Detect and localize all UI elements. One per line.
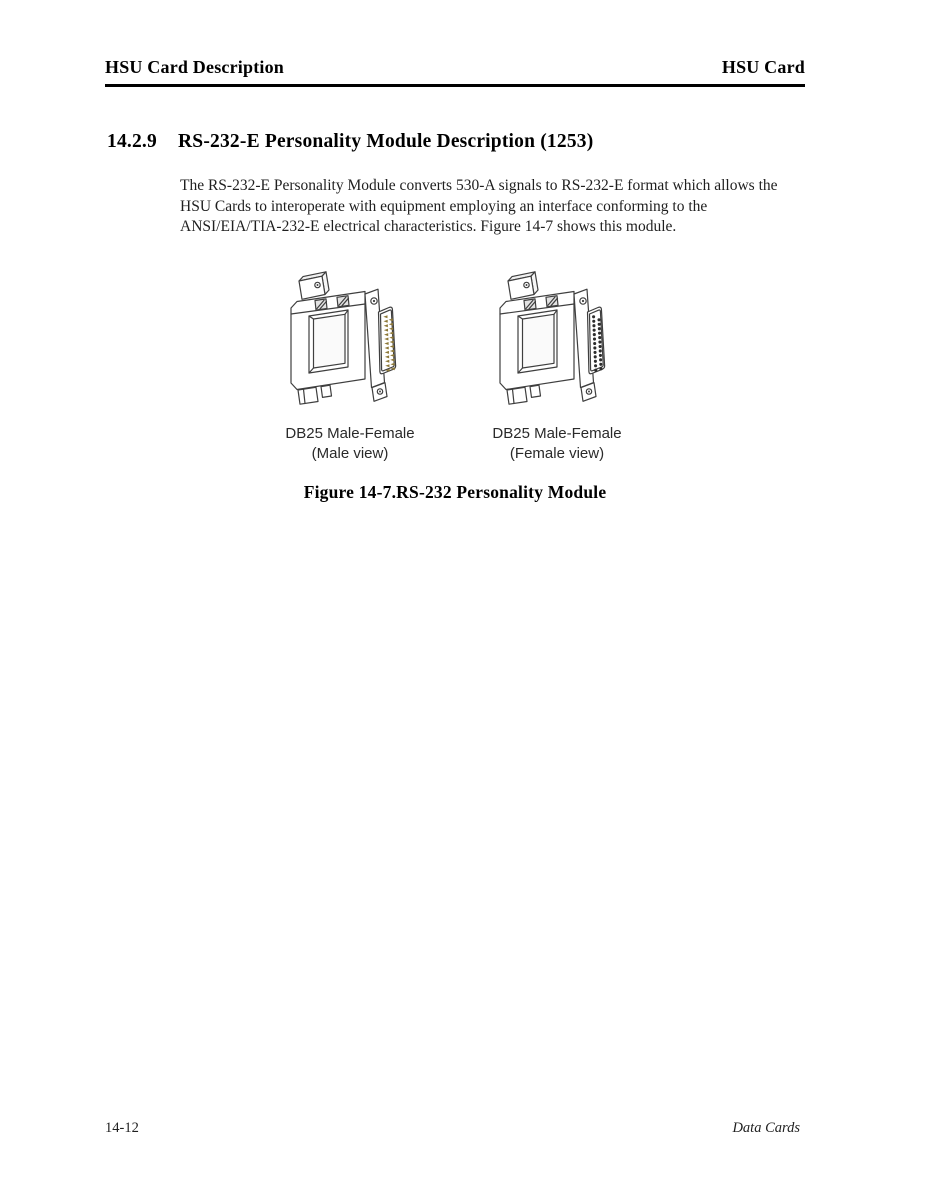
page-header bbox=[105, 57, 805, 78]
female-view-caption-line2: (Female view) bbox=[509, 444, 605, 462]
male-view-caption-line1: DB25 Male-Female bbox=[285, 425, 415, 442]
male-view-caption-line2: (Male view) bbox=[311, 444, 389, 462]
module-foot bbox=[507, 387, 527, 404]
rail-tab bbox=[524, 299, 536, 310]
label-window-inner bbox=[523, 314, 555, 368]
module-foot bbox=[298, 387, 318, 404]
body-paragraph: The RS-232-E Personality Module converts 530-A signals to RS-232-E format which allows the HSU Cards to interoperate with equipment employing an interface conforming to the ANSI/EIA/TIA-232-E electrical characteristics. Figure 14-7 shows this module. bbox=[180, 177, 778, 235]
mount-block-front bbox=[299, 276, 325, 299]
footer-book-title: Data Cards bbox=[732, 1120, 800, 1136]
header-right-title: HSU Card bbox=[721, 57, 805, 77]
rail-tab bbox=[546, 296, 558, 307]
header-rule bbox=[105, 84, 805, 87]
section-heading bbox=[107, 131, 593, 153]
female-view-caption bbox=[484, 424, 630, 463]
male-view-caption bbox=[277, 424, 423, 463]
db25-male-connector-drawing bbox=[285, 268, 413, 415]
db25-female-connector-drawing bbox=[494, 268, 622, 415]
rail-tab bbox=[337, 296, 349, 307]
module-step bbox=[321, 385, 332, 397]
section-number: 14.2.9 bbox=[107, 131, 157, 152]
figure-caption: Figure 14-7.RS-232 Personality Module bbox=[303, 482, 607, 502]
section-title: RS-232-E Personality Module Description (1253) bbox=[178, 131, 594, 152]
label-window-inner bbox=[314, 314, 346, 368]
page-footer bbox=[105, 1120, 800, 1137]
female-view-caption-line1: DB25 Male-Female bbox=[492, 425, 622, 442]
header-left-title: HSU Card Description bbox=[105, 57, 284, 77]
footer-page-number: 14-12 bbox=[105, 1120, 139, 1136]
mount-block-front bbox=[508, 276, 534, 299]
module-step bbox=[530, 385, 541, 397]
rail-tab bbox=[315, 299, 327, 310]
